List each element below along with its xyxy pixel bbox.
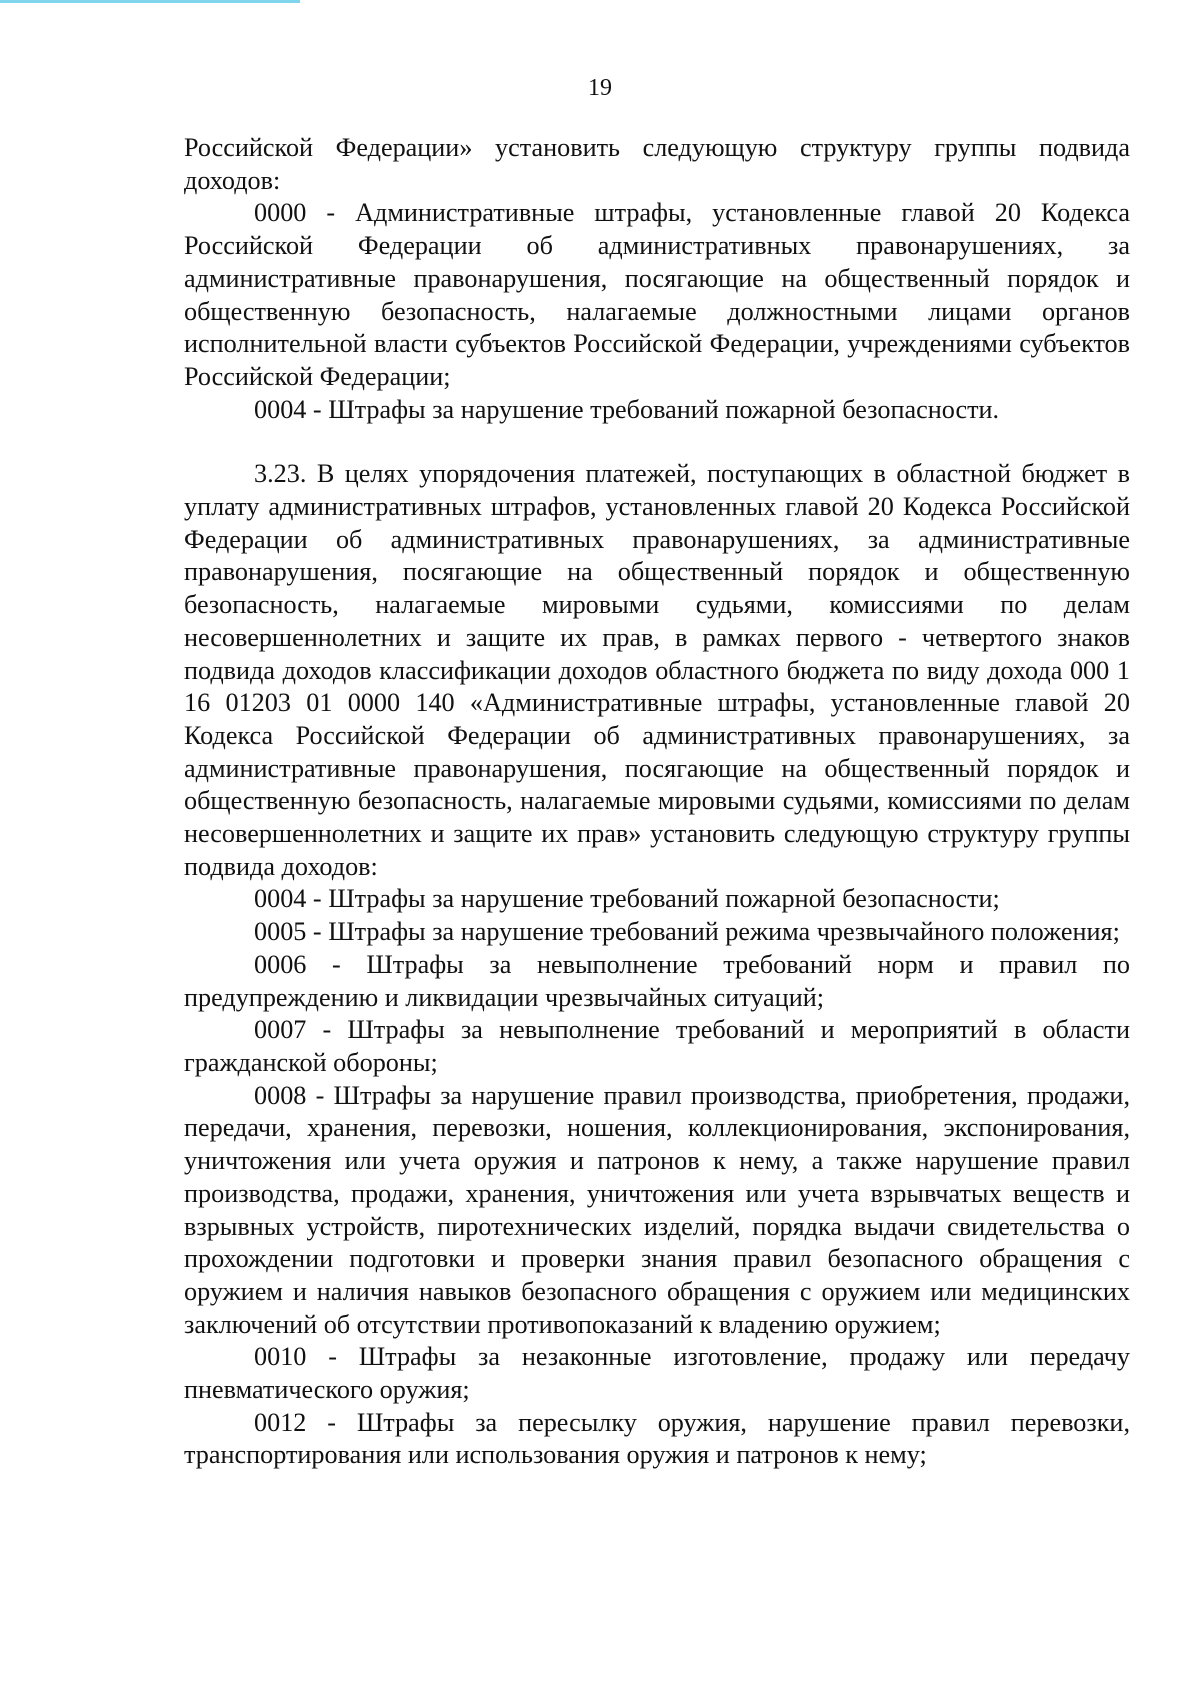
paragraph-code-0010: 0010 - Штрафы за незаконные изготовление, продажу или передачу пневматического оружия;: [184, 1342, 1130, 1405]
scan-edge-mark: [0, 0, 300, 3]
page-number: 19: [588, 75, 612, 101]
paragraph-code-0008: 0008 - Штрафы за нарушение правил производства, приобретения, продажи, передачи, хранения, перевозки, ношения, коллекционирования, экспонирования, уничтожения или учета оружия и патронов к нему, а также нарушение правил производства, продажи, хранения, уничтожения или учета взрывчатых веществ и взрывных устройств, пиротехнических изделий, порядка выдачи свидетельства о прохождении подготовки и проверки знания правил безопасного обращения с оружием и наличия навыков безопасного обращения с оружием или медицинских заключений об отсутствии противопоказаний к владению оружием;: [184, 1080, 1130, 1339]
paragraph-code-0005: 0005 - Штрафы за нарушение требований режима чрезвычайного положения;: [254, 917, 1120, 947]
paragraph-code-0004-a: 0004 - Штрафы за нарушение требований пожарной безопасности.: [254, 394, 1000, 424]
paragraph-section-3-23: 3.23. В целях упорядочения платежей, поступающих в областной бюджет в уплату административных штрафов, установленных главой 20 Кодекса Российской Федерации об административных правонарушениях, за административные правонарушения, посягающие на общественный порядок и общественную безопасность, налагаемые мировыми судьями, комиссиями по делам несовершеннолетних и защите их прав, в рамках первого - четвертого знаков подвида доходов классификации доходов областного бюджета по виду дохода 000 1 16 01203 01 0000 140 «Административные штрафы, установленные главой 20 Кодекса Российской Федерации об административных правонарушениях, за административные правонарушения, посягающие на общественный порядок и общественную безопасность, налагаемые мировыми судьями, комиссиями по делам несовершеннолетних и защите их прав» установить следующую структуру группы подвида доходов:: [184, 459, 1130, 881]
paragraph-code-0004-b: 0004 - Штрафы за нарушение требований пожарной безопасности;: [254, 884, 1000, 914]
document-body: [184, 132, 1130, 1472]
paragraph-code-0000: 0000 - Административные штрафы, установленные главой 20 Кодекса Российской Федерации об административных правонарушениях, за административные правонарушения, посягающие на общественный порядок и общественную безопасность, налагаемые должностными лицами органов исполнительной власти субъектов Российской Федерации, учреждениями субъектов Российской Федерации;: [184, 198, 1130, 391]
paragraph-continuation: Российской Федерации» установить следующую структуру группы подвида доходов:: [184, 133, 1130, 195]
paragraph-code-0006: 0006 - Штрафы за невыполнение требований норм и правил по предупреждению и ликвидации чрезвычайных ситуаций;: [184, 949, 1130, 1012]
paragraph-code-0007: 0007 - Штрафы за невыполнение требований и мероприятий в области гражданской обороны;: [184, 1015, 1130, 1077]
paragraph-code-0012: 0012 - Штрафы за пересылку оружия, нарушение правил перевозки, транспортирования или использования оружия и патронов к нему;: [184, 1407, 1130, 1470]
